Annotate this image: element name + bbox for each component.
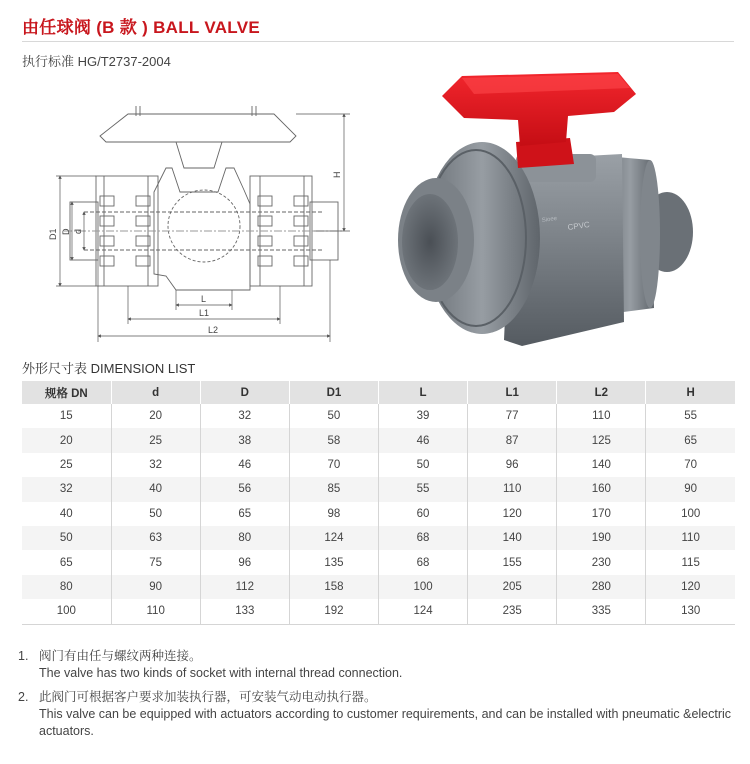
table-cell: 110	[557, 404, 646, 428]
table-cell: 205	[468, 575, 557, 599]
table-cell: 100	[646, 502, 735, 526]
dim-label-l2: L2	[208, 325, 219, 335]
table-cell: 70	[646, 453, 735, 477]
table-cell: 98	[289, 502, 378, 526]
table-cell: 85	[289, 477, 378, 501]
column-header: L	[379, 381, 468, 404]
table-cell: 124	[379, 599, 468, 624]
note-text-zh: 阀门有由任与螺纹两种连接。	[39, 649, 202, 663]
table-cell: 32	[22, 477, 111, 501]
table-cell: 68	[379, 526, 468, 550]
table-cell: 75	[111, 550, 200, 574]
table-cell: 140	[557, 453, 646, 477]
table-cell: 50	[379, 453, 468, 477]
column-header: H	[646, 381, 735, 404]
table-cell: 25	[111, 428, 200, 452]
table-cell: 120	[646, 575, 735, 599]
table-cell: 55	[646, 404, 735, 428]
table-cell: 110	[468, 477, 557, 501]
table-cell: 110	[646, 526, 735, 550]
table-cell: 46	[200, 453, 289, 477]
table-cell: 135	[289, 550, 378, 574]
table-cell: 40	[111, 477, 200, 501]
page-title: 由任球阀 (B 款 ) BALL VALVE	[22, 18, 260, 37]
table-row	[22, 404, 735, 428]
standard-text: 执行标准 HG/T2737-2004	[22, 54, 171, 69]
table-cell: 70	[289, 453, 378, 477]
table-cell: 40	[22, 502, 111, 526]
table-cell: 120	[468, 502, 557, 526]
column-header: D1	[289, 381, 378, 404]
table-cell: 55	[379, 477, 468, 501]
table-cell: 115	[646, 550, 735, 574]
dim-label-l: L	[201, 294, 207, 304]
table-cell: 140	[468, 526, 557, 550]
dim-label-d1: D1	[48, 228, 58, 240]
table-cell: 90	[646, 477, 735, 501]
note-text-en: The valve has two kinds of socket with internal thread connection.	[39, 666, 403, 680]
table-cell: 77	[468, 404, 557, 428]
table-cell: 87	[468, 428, 557, 452]
table-cell: 100	[22, 599, 111, 624]
dimension-list-title: 外形尺寸表 DIMENSION LIST	[22, 361, 196, 376]
column-header: L2	[557, 381, 646, 404]
table-cell: 56	[200, 477, 289, 501]
table-cell: 50	[111, 502, 200, 526]
table-cell: 125	[557, 428, 646, 452]
table-cell: 90	[111, 575, 200, 599]
table-row	[22, 526, 735, 550]
table-cell: 50	[289, 404, 378, 428]
table-cell: 170	[557, 502, 646, 526]
table-cell: 110	[111, 599, 200, 624]
table-cell: 280	[557, 575, 646, 599]
note-number: 1.	[18, 649, 29, 663]
note-text-zh: 此阀门可根据客户要求加装执行器，可安装气动电动执行器。	[39, 690, 377, 704]
note-text-en: This valve can be equipped with actuators according to customer requirements, and can be installed with pneumatic &electric actuators.	[39, 707, 732, 738]
technical-drawing	[44, 98, 364, 348]
table-row	[22, 550, 735, 574]
table-cell: 38	[200, 428, 289, 452]
table-cell: 58	[289, 428, 378, 452]
table-cell: 20	[22, 428, 111, 452]
table-row	[22, 453, 735, 477]
table-cell: 230	[557, 550, 646, 574]
table-cell: 158	[289, 575, 378, 599]
note-number: 2.	[18, 690, 29, 704]
table-cell: 112	[200, 575, 289, 599]
table-header-row	[22, 381, 735, 404]
table-cell: 190	[557, 526, 646, 550]
table-cell: 65	[200, 502, 289, 526]
note-item	[18, 648, 738, 682]
table-cell: 96	[468, 453, 557, 477]
table-cell: 46	[379, 428, 468, 452]
drawing-handle	[100, 114, 296, 142]
table-cell: 124	[289, 526, 378, 550]
table-cell: 100	[379, 575, 468, 599]
table-cell: 133	[200, 599, 289, 624]
table-row	[22, 575, 735, 599]
table-cell: 160	[557, 477, 646, 501]
drawing-body	[154, 168, 250, 290]
table-cell: 65	[22, 550, 111, 574]
table-cell: 39	[379, 404, 468, 428]
table-cell: 32	[200, 404, 289, 428]
table-cell: 335	[557, 599, 646, 624]
column-header: L1	[468, 381, 557, 404]
table-cell: 96	[200, 550, 289, 574]
note-item	[18, 689, 738, 740]
table-cell: 80	[22, 575, 111, 599]
table-cell: 50	[22, 526, 111, 550]
table-cell: 68	[379, 550, 468, 574]
table-cell: 155	[468, 550, 557, 574]
column-header: d	[111, 381, 200, 404]
dim-label-d-inner: d	[73, 228, 83, 234]
dimension-table	[22, 381, 735, 625]
table-cell: 235	[468, 599, 557, 624]
table-cell: 60	[379, 502, 468, 526]
table-cell: 20	[111, 404, 200, 428]
photo-body-marking: CPVC	[567, 219, 591, 232]
table-cell: 192	[289, 599, 378, 624]
table-row	[22, 599, 735, 624]
table-row	[22, 477, 735, 501]
dim-label-h: H	[332, 171, 342, 178]
product-photo	[392, 72, 702, 357]
dim-label-l1: L1	[199, 308, 210, 318]
table-cell: 63	[111, 526, 200, 550]
column-header: 规格 DN	[22, 381, 111, 404]
table-row	[22, 428, 735, 452]
photo-brand-marking: Sioee	[541, 215, 558, 224]
column-header: D	[200, 381, 289, 404]
table-cell: 65	[646, 428, 735, 452]
table-cell: 25	[22, 453, 111, 477]
table-row	[22, 502, 735, 526]
table-cell: 15	[22, 404, 111, 428]
table-cell: 32	[111, 453, 200, 477]
table-cell: 130	[646, 599, 735, 624]
dim-label-d-outer: D	[61, 228, 71, 235]
photo-bore	[402, 194, 458, 290]
notes-list	[18, 648, 738, 740]
title-divider	[22, 41, 734, 42]
table-cell: 80	[200, 526, 289, 550]
